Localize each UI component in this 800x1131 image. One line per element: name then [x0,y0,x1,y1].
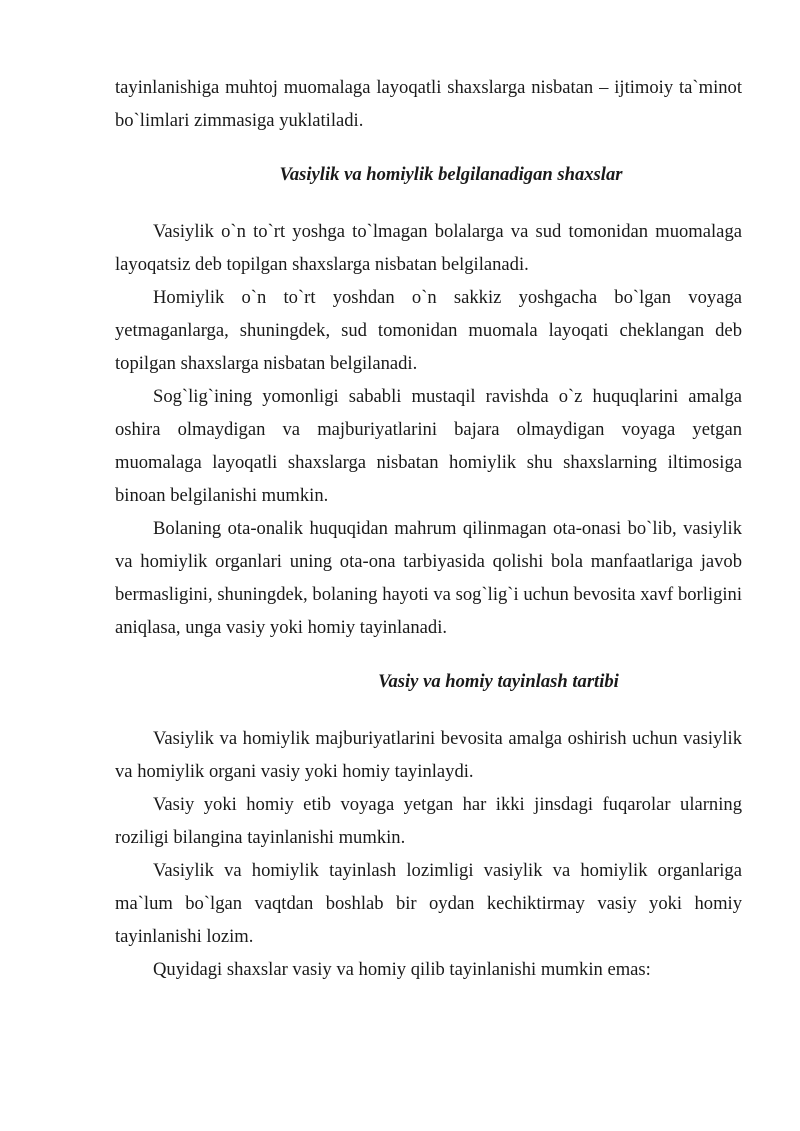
paragraph: Vasiylik o`n to`rt yoshga to`lmagan bolalarga va sud tomonidan muomalaga layoqatsiz deb topilgan shaxslarga nisbatan belgilanadi. [115,221,742,275]
paragraph: Vasiylik va homiylik majburiyatlarini bevosita amalga oshirish uchun vasiylik va homiylik organi vasiy yoki homiy tayinlaydi. [115,728,742,782]
paragraph: Homiylik o`n to`rt yoshdan o`n sakkiz yoshgacha bo`lgan voyaga yetmaganlarga, shuningdek, sud tomonidan muomala layoqati cheklangan deb topilgan shaxslarga nisbatan belgilanadi. [115,287,742,374]
paragraph: Quyidagi shaxslar vasiy va homiy qilib tayinlanishi mumkin emas: [153,959,651,980]
paragraph: Bolaning ota-onalik huquqidan mahrum qilinmagan ota-onasi bo`lib, vasiylik va homiylik organlari uning ota-ona tarbiyasida qolishi bola manfaatlariga javob bermasligini, shuningdek, bolaning hayoti va sog`lig`i uchun bevosita xavf borligini aniqlasa, unga vasiy yoki homiy tayinlanadi. [115,518,742,638]
paragraph: Sog`lig`ining yomonligi sababli mustaqil ravishda o`z huquqlarini amalga oshira olmaydigan va majburiyatlarini bajara olmaydigan voyaga yetgan muomalaga layoqatli shaxslarga nisbatan homiylik shu shaxslarning iltimosiga binoan belgilanishi mumkin. [115,386,742,506]
paragraph: Vasiylik va homiylik tayinlash lozimligi vasiylik va homiylik organlariga ma`lum bo`lgan vaqtdan boshlab bir oydan kechiktirmay vasiy yoki homiy tayinlanishi lozim. [115,860,742,947]
section-heading-guardianship-subjects: Vasiylik va homiylik belgilanadigan shaxslar [279,164,623,185]
intro-paragraph: tayinlanishiga muhtoj muomalaga layoqatli shaxslarga nisbatan – ijtimoiy ta`minot bo`limlari zimmasiga yuklatiladi. [115,77,742,131]
document-body [115,71,742,986]
paragraph: Vasiy yoki homiy etib voyaga yetgan har ikki jinsdagi fuqarolar ularning roziligi bilangina tayinlanishi mumkin. [115,794,742,848]
section-heading-appointment-procedure: Vasiy va homiy tayinlash tartibi [378,671,619,692]
